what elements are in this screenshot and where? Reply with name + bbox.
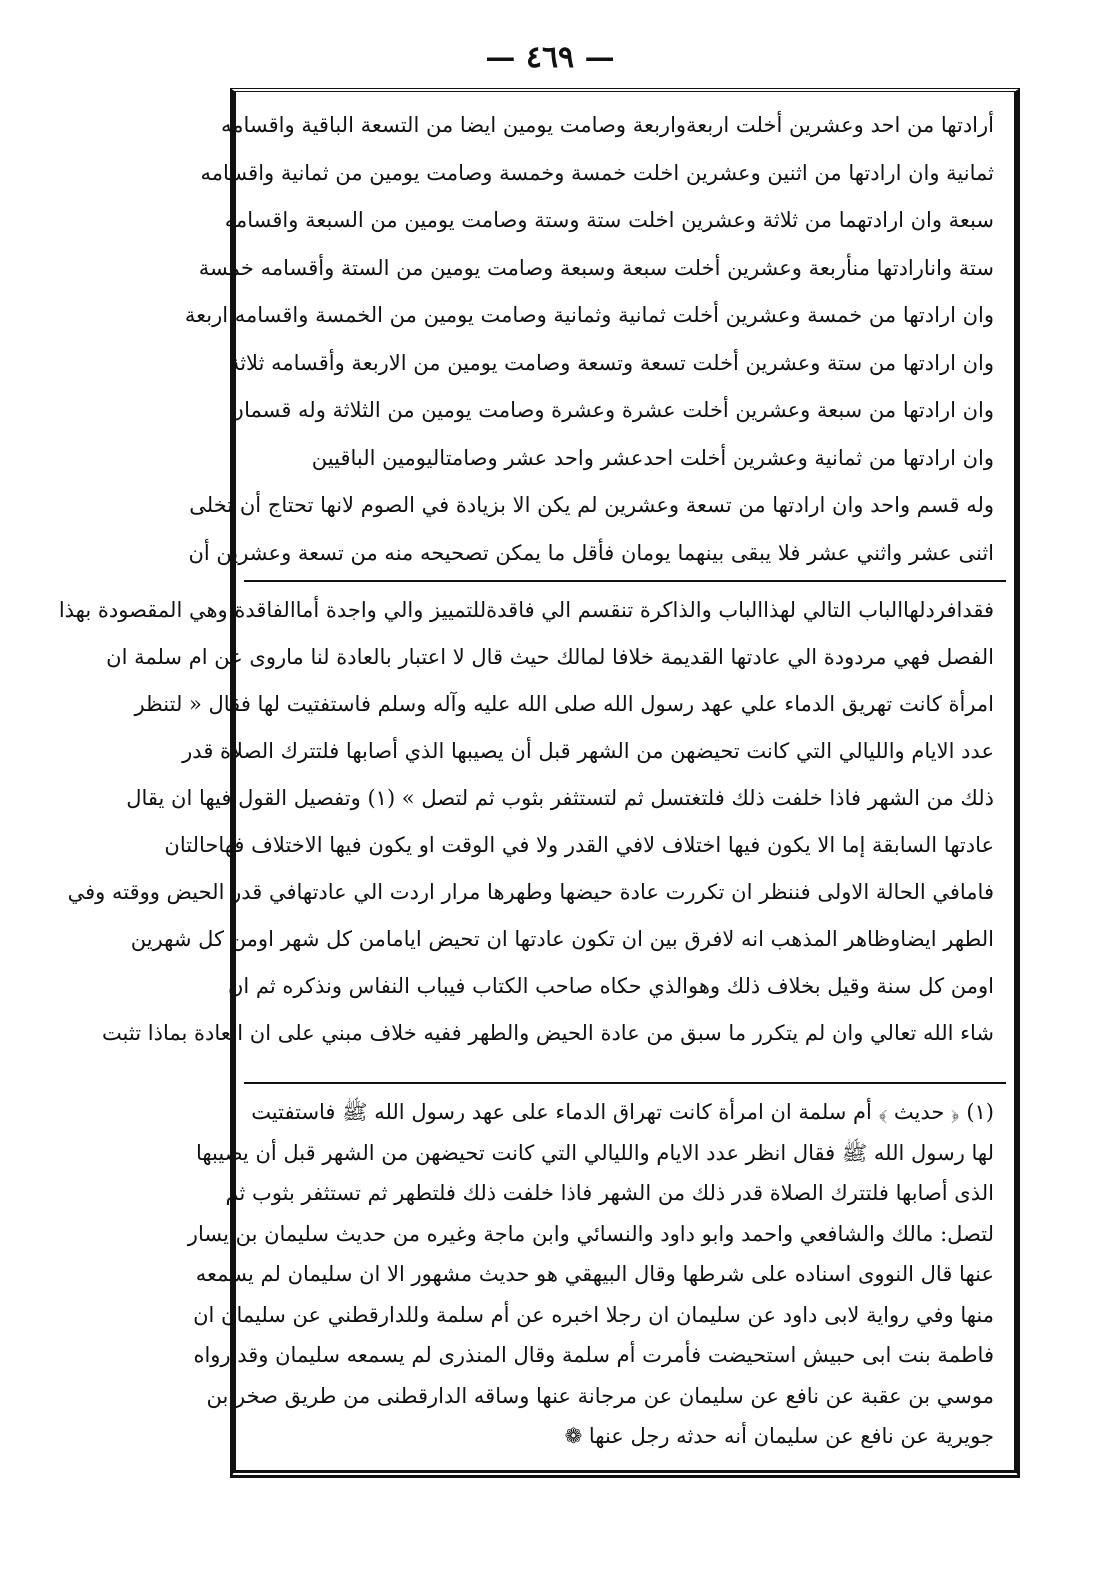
text-line: ستة وانارادتها منأربعة وعشرين أخلت سبعة وسبعة وصامت يومين من الستة وأقسامه خمسة [198,255,994,280]
main-text-top [184,102,994,577]
footnote-line: فاطمة بنت ابى حبيش استحيضت فأمرت أم سلمة وقال المنذرى لم يسمعه سليمان وقد رواه [193,1343,994,1367]
footnote-line: موسي بن عقبة عن نافع عن سليمان عن مرجانة عنها وساقه الدارقطنى من طريق صخر بن [206,1383,994,1408]
main-text-bottom [58,587,994,1057]
footnote-line: جويرية عن نافع عن سليمان أنه حدثه رجل عنها ❁ [564,1424,994,1448]
text-line: امرأة كانت تهريق الدماء علي عهد رسول الله صلى الله عليه وآله وسلم فاستفتيت لها فقال « لتنظر [134,692,994,716]
text-line: فقدافردلهاالباب التالي لهذاالباب والذاكرة تنقسم الي فاقدةللتمييز والي واجدة أماالفاقدة وهي المقصودة بهذا [58,598,994,622]
text-line: ثمانية وان ارادتها من اثنين وعشرين اخلت خمسة وخمسة وصامت يومين من ثمانية واقسامه [200,160,994,185]
text-line: وان ارادتها من سبعة وعشرين أخلت عشرة وعشرة وصامت يومين من الثلاثة وله قسمان [228,398,994,422]
text-line: الفصل فهي مردودة الي عادتها القديمة خلافا لمالك حيث قال لا اعتبار بالعادة لنا ماروى عن ام سلمة ان [106,645,994,669]
text-line: وله قسم واحد وان ارادتها من تسعة وعشرين لم يكن الا بزيادة في الصوم لانها تحتاج أن تخلى [189,493,994,517]
footnote-block [187,1092,994,1457]
text-line: اومن كل سنة وقيل بخلاف ذلك وهوالذي حكاه صاحب الكتاب فيباب النفاس ونذكره ثم ان [227,974,994,998]
section-divider [244,580,1006,582]
text-line: الطهر ايضاوظاهر المذهب انه لافرق بين ان تكون عادتها ان تحيض ايامامن كل شهر اومن كل شهرين [130,927,994,951]
text-line: أرادتها من احد وعشرين أخلت اربعةواربعة وصامت يومين ايضا من التسعة الباقية واقسامه [220,113,994,137]
text-line: وان ارادتها من خمسة وعشرين أخلت ثمانية وثمانية وصامت يومين من الخمسة واقسامه اربعة [184,303,994,327]
footnote-line: منها وفي رواية لابى داود عن سليمان ان رجلا اخبره عن أم سلمة وللدارقطني عن سليمان ان [193,1302,994,1327]
text-line: فامافي الحالة الاولى فننظر ان تكررت عادة حيضها وطهرها مرار اردت الي عادتهافي قدر الحيض ووقته وفي [67,880,994,904]
text-line: ذلك من الشهر فاذا خلفت ذلك فلتغتسل ثم لتستثفر بثوب ثم لتصل » (١) وتفصيل القول فيها ان يقال [126,786,994,810]
page-number: — ٤٦٩ — [485,40,615,75]
text-frame [58,88,1020,1478]
footnote-line: الذى أصابها فلتترك الصلاة قدر ذلك من الشهر فاذا خلفت ذلك فلتطهر ثم تستثفر بثوب ثم [225,1181,994,1205]
text-line: وان ارادتها من ستة وعشرين أخلت تسعة وتسعة وصامت يومين من الاربعة وأقسامه ثلاثة [228,350,994,375]
text-line: وان ارادتها من ثمانية وعشرين أخلت احدعشر واحد عشر وصامتاليومين الباقيين [311,445,994,470]
text-line: عادتها السابقة إما الا يكون فيها اختلاف لافي القدر ولا في الوقت او يكون فيها الاختلاف فهاحالتان [164,833,994,857]
footnote-line: عنها قال النووى اسناده على شرطها وقال البيهقي هو حديث مشهور الا ان سليمان لم يسمعه [195,1262,994,1286]
footnote-line: لتصل: مالك والشافعي واحمد وابو داود والنسائي وابن ماجة وغيره من حديث سليمان بن يسار [187,1221,994,1246]
footnote-line: لها رسول الله ﷺ فقال انظر عدد الايام والليالي التي كانت تحيضهن من الشهر قبل أن يصيبها [195,1140,994,1165]
text-line: شاء الله تعالي وان لم يتكرر ما سبق من عادة الحيض والطهر ففيه خلاف مبني على ان العادة بماذا تثبت [101,1021,994,1045]
text-line: سبعة وان ارادتهما من ثلاثة وعشرين اخلت ستة وستة وصامت يومين من السبعة واقسامه [224,208,994,232]
footnote-line: (١) ﴿ حديث ﴾ أم سلمة ان امرأة كانت تهراق الدماء على عهد رسول الله ﷺ فاستفتيت [251,1100,994,1124]
text-line: اثنى عشر واثني عشر فلا يبقى بينهما يومان فأقل ما يمكن تصحيحه منه من تسعة وعشرين أن [188,540,994,565]
footnote-divider [244,1082,1006,1084]
text-line: عدد الايام والليالي التي كانت تحيضهن من الشهر قبل أن يصيبها الذي أصابها فلتترك الصلاة قدر [182,739,994,763]
